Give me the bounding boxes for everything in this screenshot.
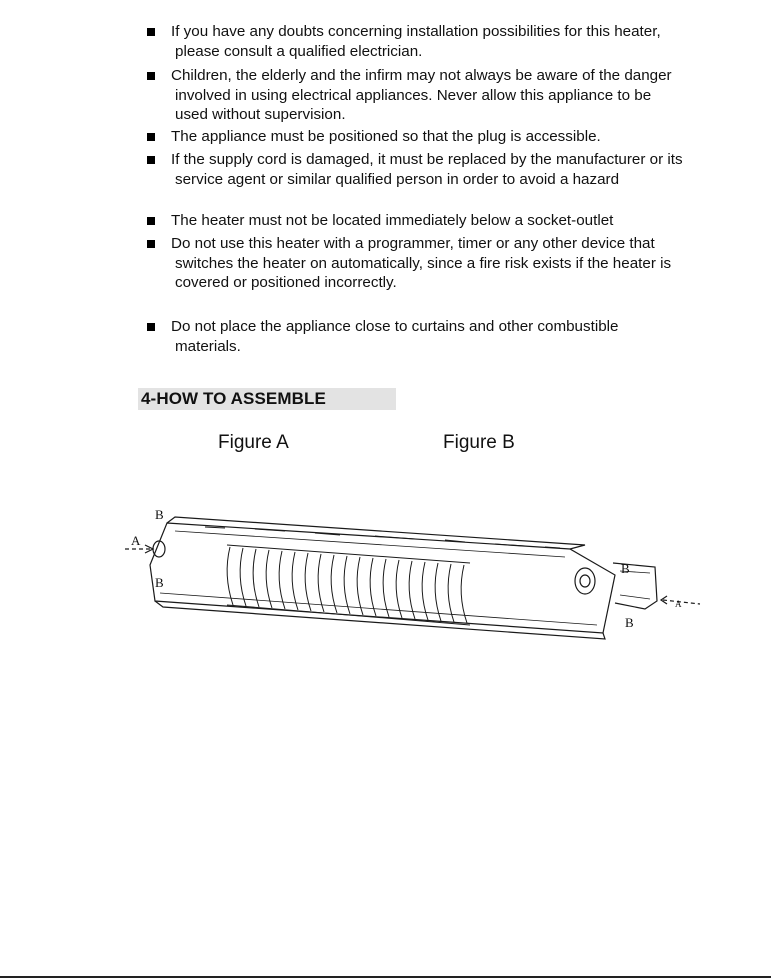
section-title: 4-HOW TO ASSEMBLE xyxy=(141,389,326,408)
list-item-text: Children, the elderly and the infirm may not always be aware of the danger involved in using electrical appliances. Never allow this appliance to be used without supervision. xyxy=(171,67,672,123)
callout-b-bottom-right: B xyxy=(625,615,634,630)
wall-bracket xyxy=(613,563,657,609)
list-item xyxy=(147,66,687,125)
list-item xyxy=(147,150,687,189)
bullet-square-icon xyxy=(147,217,155,225)
heater-bottom-edge xyxy=(155,601,605,639)
list-item xyxy=(147,127,687,147)
page-bottom-rule xyxy=(0,976,771,978)
list-item-text: If the supply cord is damaged, it must be replaced by the manufacturer or its service agent or similar qualified person in order to avoid a hazard xyxy=(171,151,683,188)
list-item xyxy=(147,22,687,61)
list-item-text: Do not use this heater with a programmer, timer or any other device that switches the heater on automatically, since a fire risk exists if the heater is covered or positioned incorrectly. xyxy=(171,235,672,291)
callout-a-left: A xyxy=(131,533,141,548)
bullet-square-icon xyxy=(147,240,155,248)
bullet-square-icon xyxy=(147,133,155,141)
list-item xyxy=(147,234,687,293)
figure-a-label: Figure A xyxy=(218,432,289,453)
list-item-text: The heater must not be located immediately below a socket-outlet xyxy=(171,212,614,229)
bullet-square-icon xyxy=(147,28,155,36)
bullet-square-icon xyxy=(147,323,155,331)
list-item-text: Do not place the appliance close to curtains and other combustible materials. xyxy=(171,318,619,355)
list-item xyxy=(147,211,687,231)
list-item-text: If you have any doubts concerning installation possibilities for this heater, please consult a qualified electrician. xyxy=(171,23,661,60)
heater-assembly-diagram xyxy=(115,505,715,655)
right-end-cap xyxy=(575,568,595,594)
callout-b-top-right: B xyxy=(621,561,630,576)
callout-b-bottom-left: B xyxy=(155,575,164,590)
figure-b-label: Figure B xyxy=(443,432,515,453)
callout-a-right: A xyxy=(675,599,682,609)
bullet-square-icon xyxy=(147,72,155,80)
list-item xyxy=(147,317,687,356)
callout-b-top-left: B xyxy=(155,507,164,522)
heater-body xyxy=(150,523,615,633)
list-item-text: The appliance must be positioned so that the plug is accessible. xyxy=(171,128,601,145)
bullet-square-icon xyxy=(147,156,155,164)
